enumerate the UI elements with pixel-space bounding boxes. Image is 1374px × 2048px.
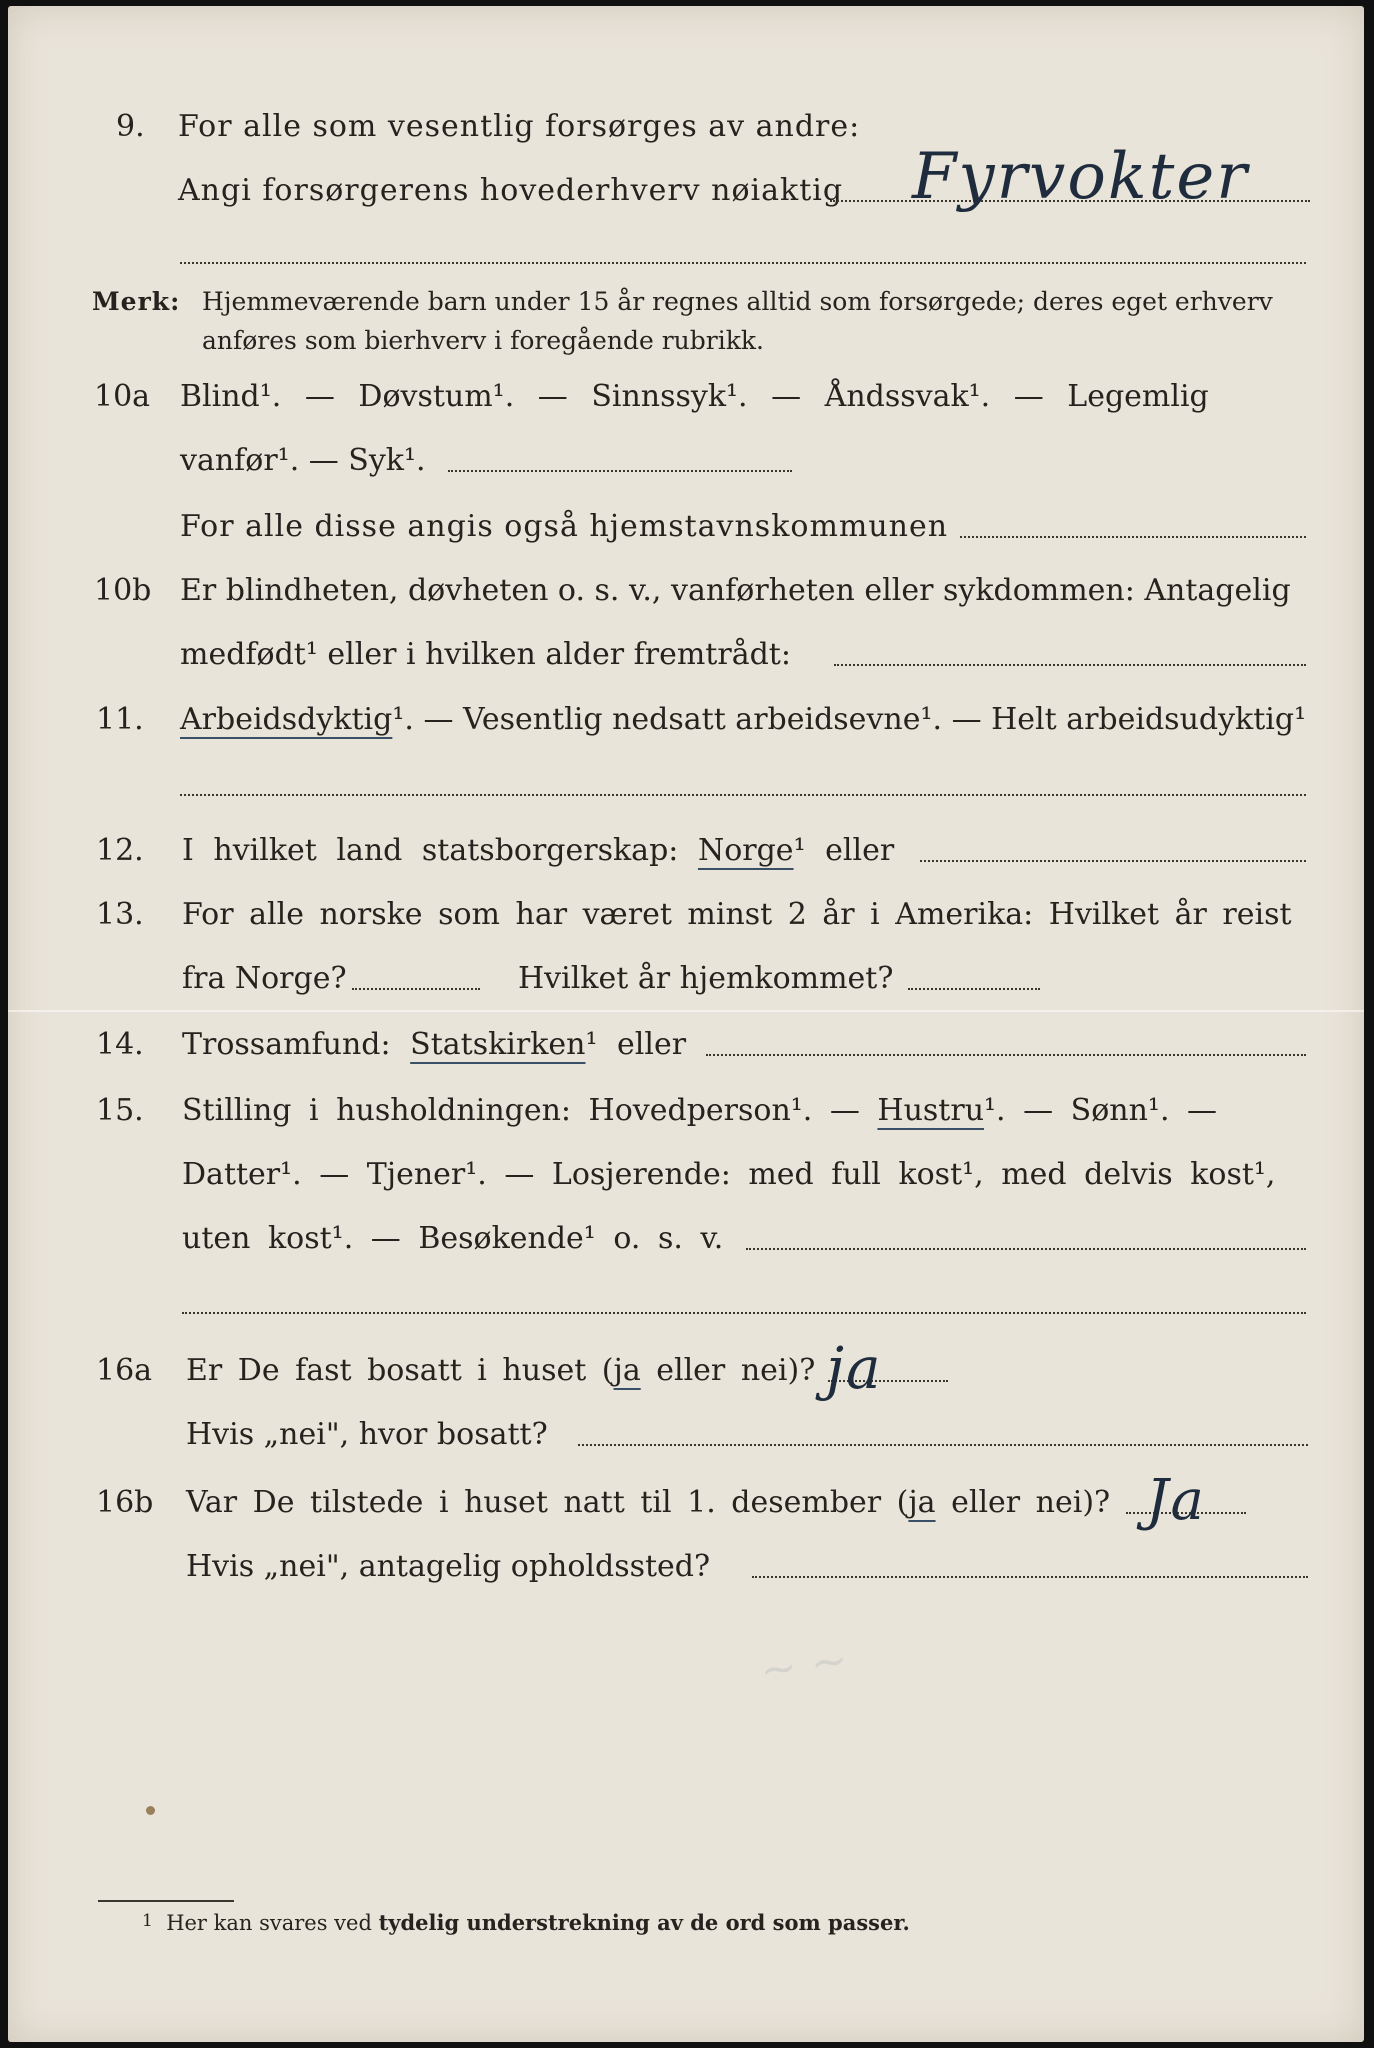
merk-line1: Hjemmeværende barn under 15 år regnes alltid som forsørgede; deres eget erhverv: [202, 287, 1273, 316]
q14-post: ¹ eller: [585, 1027, 687, 1062]
merk-label: Merk:: [92, 287, 181, 316]
q12-question: I hvilket land statsborgerskap:: [182, 833, 679, 868]
q9-continuation-field[interactable]: [180, 262, 1306, 264]
q16b-question: Var De tilstede i huset natt til 1. desember (: [186, 1485, 909, 1520]
q16b-line1: [186, 1484, 1110, 1522]
q10a-number: 10a: [94, 379, 151, 414]
q16b-answer-handwriting: Ja: [1146, 1468, 1206, 1533]
q9-answer-handwriting: Fyrvokter: [912, 140, 1249, 214]
faint-mark: ~ ~: [756, 1634, 851, 1697]
q16a-post: eller nei)?: [640, 1353, 816, 1388]
q15-line1b: ¹. — Sønn¹. —: [984, 1093, 1218, 1128]
q10b-number: 10b: [94, 573, 152, 608]
footnote-bold-text: tydelig understrekning av de ord som passer.: [378, 1910, 910, 1935]
q13-line1: For alle norske som har været minst 2 år i Amerika: Hvilket år reist: [182, 897, 1292, 932]
q10a-municipality-field[interactable]: [960, 536, 1306, 538]
q12-number: 12.: [96, 833, 144, 868]
q12-country-field[interactable]: [920, 860, 1306, 862]
q13-departure-year-field[interactable]: [352, 988, 480, 990]
footnote-rule: [98, 1900, 234, 1902]
q10a-line3: For alle disse angis også hjemstavnskommunen: [180, 509, 949, 544]
q10a-sick-field[interactable]: [448, 470, 792, 472]
q13-return-year-field[interactable]: [908, 988, 1040, 990]
q14-question: Trossamfund:: [182, 1027, 391, 1062]
q13-number: 13.: [96, 897, 144, 932]
q11-continuation-field[interactable]: [180, 794, 1306, 796]
q16b-line2: Hvis „nei", antagelig opholdssted?: [186, 1549, 711, 1584]
q16b-option-ja[interactable]: ja: [908, 1485, 936, 1520]
q11-rest: ¹. — Vesentlig nedsatt arbeidsevne¹. — Helt arbeidsudyktig¹: [392, 702, 1307, 737]
q15-number: 15.: [96, 1093, 144, 1128]
q11-line: [180, 701, 1306, 739]
q16b-number: 16b: [96, 1485, 154, 1520]
q10b-age-field[interactable]: [834, 664, 1306, 666]
q13-line2b: Hvilket år hjemkommet?: [518, 961, 894, 996]
q15-position-field[interactable]: [746, 1248, 1306, 1250]
q12-option-norge[interactable]: Norge: [697, 833, 794, 868]
footnote-mark: 1: [142, 1911, 153, 1931]
q16b-post: eller nei)?: [935, 1485, 1111, 1520]
q12-post: ¹ eller: [793, 833, 895, 868]
q16a-question: Er De fast bosatt i huset (: [186, 1353, 614, 1388]
q14-number: 14.: [96, 1027, 144, 1062]
q14-option-statskirken[interactable]: Statskirken: [410, 1027, 586, 1062]
q16a-number: 16a: [96, 1353, 153, 1388]
q9-line1: For alle som vesentlig forsørges av andre:: [178, 109, 861, 144]
q10b-line2: medfødt¹ eller i hvilken alder fremtrådt:: [180, 637, 791, 672]
q16a-option-ja[interactable]: ja: [613, 1353, 641, 1388]
q10b-line1: Er blindheten, døvheten o. s. v., vanførheten eller sykdommen: Antagelig: [180, 573, 1291, 608]
q15-line1: [182, 1092, 1217, 1130]
paper-stain: [146, 1806, 155, 1815]
q16a-answer-handwriting: ja: [826, 1334, 883, 1402]
q10a-line2: vanfør¹. — Syk¹.: [180, 443, 426, 478]
q9-number: 9.: [116, 109, 145, 144]
footnote: [142, 1910, 910, 1936]
q16a-line1: [186, 1352, 815, 1390]
q10a-line1: Blind¹. — Døvstum¹. — Sinnssyk¹. — Åndssvak¹. — Legemlig: [180, 379, 1209, 414]
q16a-line2: Hvis „nei", hvor bosatt?: [186, 1417, 548, 1452]
q15-line3: uten kost¹. — Besøkende¹ o. s. v.: [182, 1221, 724, 1256]
q15-continuation-field[interactable]: [182, 1312, 1306, 1314]
merk-line2: anføres som bierhverv i foregående rubrikk.: [202, 326, 764, 355]
q9-line2: Angi forsørgerens hovederhverv nøiaktig: [178, 173, 844, 208]
q14-line: [182, 1026, 686, 1064]
q11-option-arbeidsdyktig[interactable]: Arbeidsdyktig: [180, 702, 393, 737]
q14-faith-field[interactable]: [706, 1054, 1306, 1056]
paper-fold: [8, 1010, 1364, 1012]
q15-line2: Datter¹. — Tjener¹. — Losjerende: med full kost¹, med delvis kost¹,: [182, 1157, 1276, 1192]
q16a-residence-field[interactable]: [578, 1444, 1308, 1446]
q15-option-hustru[interactable]: Hustru: [877, 1093, 985, 1128]
q13-line2a: fra Norge?: [182, 961, 347, 996]
q12-line: [182, 832, 894, 870]
q11-number: 11.: [96, 702, 144, 737]
q16b-location-field[interactable]: [752, 1576, 1308, 1578]
footnote-text: Her kan svares ved: [166, 1911, 379, 1935]
q15-line1a: Stilling i husholdningen: Hovedperson¹. —: [182, 1093, 860, 1128]
